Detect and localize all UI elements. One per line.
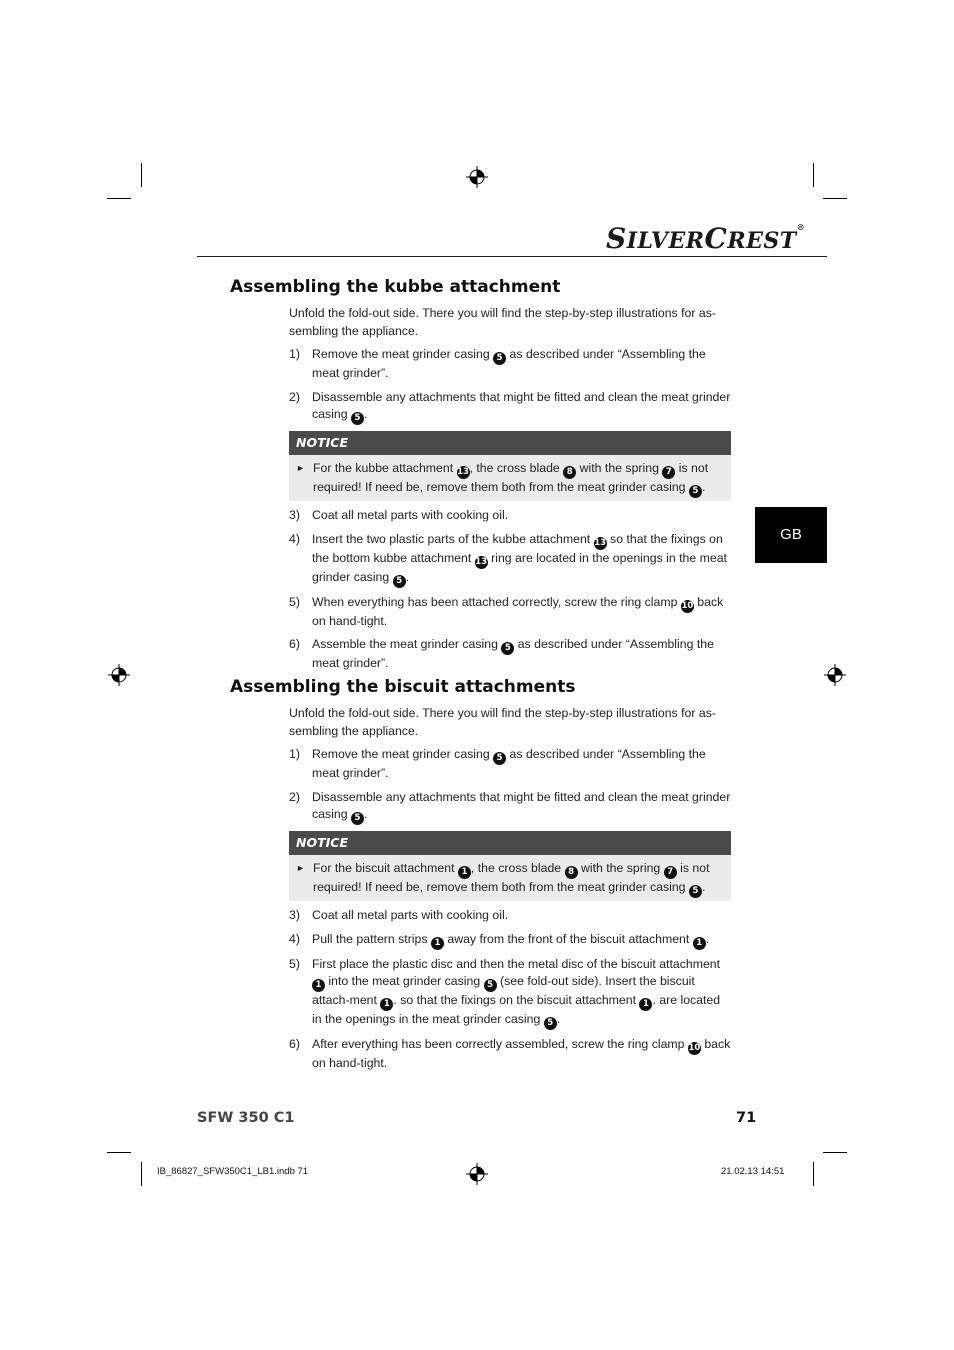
text-run: is not required! If need be, remove them both from the meat grinder casing	[313, 461, 709, 494]
registration-mark-icon	[466, 166, 488, 188]
language-tab: GB	[755, 507, 827, 563]
step-item	[289, 789, 731, 826]
part-number-badge: 13	[475, 556, 488, 567]
registration-mark-icon	[108, 664, 130, 686]
step-text	[312, 789, 731, 826]
part-number-badge: 8	[563, 466, 576, 479]
crop-mark	[813, 1162, 814, 1186]
text-run: Remove the meat grinder casing	[312, 747, 494, 761]
text-run: back on hand-tight.	[312, 594, 724, 628]
text-run: .	[405, 569, 410, 584]
step-item	[289, 507, 731, 525]
text-run: .	[363, 407, 368, 421]
part-number-badge: 1	[431, 937, 444, 950]
part-number-badge: 8	[565, 866, 578, 879]
part-number-badge: 7	[664, 866, 677, 879]
page-number: 71	[736, 1110, 757, 1126]
step-text	[312, 531, 731, 588]
step-text	[312, 389, 731, 426]
step-number: 4)	[289, 531, 300, 546]
part-number-badge: 7	[662, 466, 675, 479]
step-number: 6)	[289, 637, 300, 651]
text-run: Pull the pattern strips	[312, 931, 431, 946]
step-text	[312, 956, 731, 1031]
print-slug-file: IB_86827_SFW350C1_LB1.indb 71	[157, 1166, 309, 1177]
registration-mark-icon	[466, 1163, 488, 1185]
step-text	[312, 746, 731, 783]
text-run: . so that the fixings on the biscuit attachment	[393, 993, 640, 1007]
notice-text	[313, 860, 715, 898]
step-list	[289, 346, 731, 425]
text-run: .	[556, 1012, 561, 1026]
step-list	[289, 907, 731, 1073]
text-run: Coat all metal parts with cooking oil.	[312, 908, 509, 922]
crop-mark	[823, 198, 847, 199]
step-number: 1)	[289, 747, 300, 761]
text-run: ring are located in the openings in the meat grinder casing	[312, 550, 727, 584]
step-item	[289, 746, 731, 783]
arrow-icon: ►	[296, 463, 305, 473]
crop-mark	[141, 163, 142, 187]
model-number: SFW 350 C1	[197, 1110, 295, 1126]
print-slug-date: 21.02.13 14:51	[721, 1166, 785, 1177]
step-item	[289, 931, 731, 950]
text-run: For the biscuit attachment	[313, 861, 458, 875]
crop-mark	[141, 1162, 142, 1186]
logo-text: ILVER	[626, 228, 705, 254]
part-number-badge: 5	[393, 575, 406, 588]
step-number: 2)	[289, 389, 300, 404]
notice-body	[289, 455, 731, 501]
text-run: Assemble the meat grinder casing	[312, 637, 502, 651]
notice-body	[289, 855, 731, 901]
part-number-badge: 1	[458, 866, 471, 879]
part-number-badge: 5	[351, 412, 364, 425]
part-number-badge: 10	[681, 600, 694, 611]
step-text	[312, 907, 731, 925]
part-number-badge: 1	[693, 937, 706, 950]
logo-letter: S	[606, 222, 627, 255]
part-number-badge: 5	[351, 812, 364, 825]
step-text	[312, 594, 731, 631]
part-number-badge: 5	[484, 979, 497, 992]
text-run: , the cross blade	[470, 861, 565, 875]
crop-mark	[823, 1152, 847, 1153]
text-run: away from the front of the biscuit attachment	[443, 931, 693, 946]
notice-title: NOTICE	[289, 431, 731, 455]
part-number-badge: 1	[380, 998, 393, 1011]
header-rule	[197, 256, 827, 257]
notice-title: NOTICE	[289, 831, 731, 855]
notice-box	[289, 431, 731, 501]
text-run: First place the plastic disc and then the metal disc of the biscuit attachment	[312, 956, 721, 971]
text-run: .	[705, 931, 710, 946]
part-number-badge: 5	[501, 642, 514, 655]
step-text	[312, 346, 731, 383]
part-number-badge: 5	[493, 752, 506, 765]
part-number-badge: 5	[689, 885, 702, 898]
text-run: with the spring	[577, 861, 664, 875]
brand-logo	[606, 222, 805, 255]
logo-letter: C	[704, 222, 728, 255]
text-run: Disassemble any attachments that might be fitted and clean the meat grinder casing	[312, 389, 731, 421]
step-item	[289, 1036, 731, 1073]
part-number-badge: 5	[689, 485, 702, 498]
step-number: 1)	[289, 347, 300, 361]
step-number: 5)	[289, 956, 300, 971]
text-run: .	[363, 807, 368, 821]
step-text	[312, 931, 731, 950]
step-item	[289, 389, 731, 426]
registered-mark: ®	[796, 222, 806, 232]
step-item	[289, 594, 731, 631]
notice-text	[313, 460, 715, 498]
step-list	[289, 507, 731, 673]
step-number: 2)	[289, 789, 300, 804]
intro-paragraph: Unfold the fold-out side. There you will find the step-by-step illustrations for as-sembling the appliance.	[289, 306, 716, 338]
text-run: After everything has been correctly assembled, screw the ring clamp	[312, 1037, 688, 1051]
text-run: as described under “Assembling the meat grinder”.	[312, 637, 714, 670]
text-run: .	[701, 480, 706, 494]
step-number: 5)	[289, 594, 300, 609]
part-number-badge: 5	[544, 1017, 557, 1030]
logo-text: REST	[727, 228, 797, 254]
section-heading: Assembling the biscuit attachments	[230, 677, 576, 697]
text-run: into the meat grinder casing	[325, 974, 484, 988]
step-item	[289, 636, 731, 673]
intro-paragraph: Unfold the fold-out side. There you will find the step-by-step illustrations for as-sembling the appliance.	[289, 706, 716, 738]
crop-mark	[107, 1152, 131, 1153]
part-number-badge: 13	[457, 467, 469, 477]
step-number: 6)	[289, 1037, 300, 1051]
crop-mark	[813, 163, 814, 187]
step-number: 3)	[289, 508, 300, 522]
text-run: (see fold-out side). Insert the biscuit attach-ment	[312, 974, 695, 1007]
text-run: Disassemble any attachments that might be fitted and clean the meat grinder casing	[312, 789, 731, 821]
arrow-icon: ►	[296, 863, 305, 873]
section-heading: Assembling the kubbe attachment	[230, 277, 561, 297]
text-run: . are located in the openings in the meat grinder casing	[312, 993, 721, 1026]
step-item	[289, 346, 731, 383]
step-list	[289, 746, 731, 825]
text-run: as described under “Assembling the meat grinder”.	[312, 747, 706, 780]
part-number-badge: 1	[639, 998, 652, 1011]
text-run: Insert the two plastic parts of the kubbe attachment	[312, 531, 594, 546]
part-number-badge: 10	[688, 1043, 701, 1053]
text-run: back on hand-tight.	[312, 1037, 731, 1070]
registration-mark-icon	[824, 664, 846, 686]
step-text	[312, 507, 731, 525]
step-number: 4)	[289, 931, 300, 946]
section-body	[289, 705, 731, 1079]
step-number: 3)	[289, 908, 300, 922]
step-item	[289, 956, 731, 1031]
text-run: so that the fixings on the bottom kubbe attachment	[312, 531, 723, 565]
text-run: .	[701, 880, 706, 894]
text-run: , the cross blade	[469, 461, 564, 475]
text-run: with the spring	[576, 461, 663, 475]
text-run: When everything has been attached correctly, screw the ring clamp	[312, 594, 681, 609]
step-item	[289, 907, 731, 925]
step-text	[312, 636, 731, 673]
text-run: Remove the meat grinder casing	[312, 347, 494, 361]
notice-box	[289, 831, 731, 901]
part-number-badge: 5	[493, 352, 506, 365]
text-run: Coat all metal parts with cooking oil.	[312, 508, 509, 522]
text-run: as described under “Assembling the meat grinder”.	[312, 347, 706, 380]
part-number-badge: 13	[594, 537, 607, 548]
crop-mark	[107, 198, 131, 199]
section-body	[289, 305, 731, 679]
text-run: For the kubbe attachment	[313, 461, 457, 475]
step-item	[289, 531, 731, 588]
text-run: is not required! If need be, remove them both from the meat grinder casing	[313, 861, 710, 894]
part-number-badge: 1	[312, 979, 325, 992]
step-text	[312, 1036, 731, 1073]
